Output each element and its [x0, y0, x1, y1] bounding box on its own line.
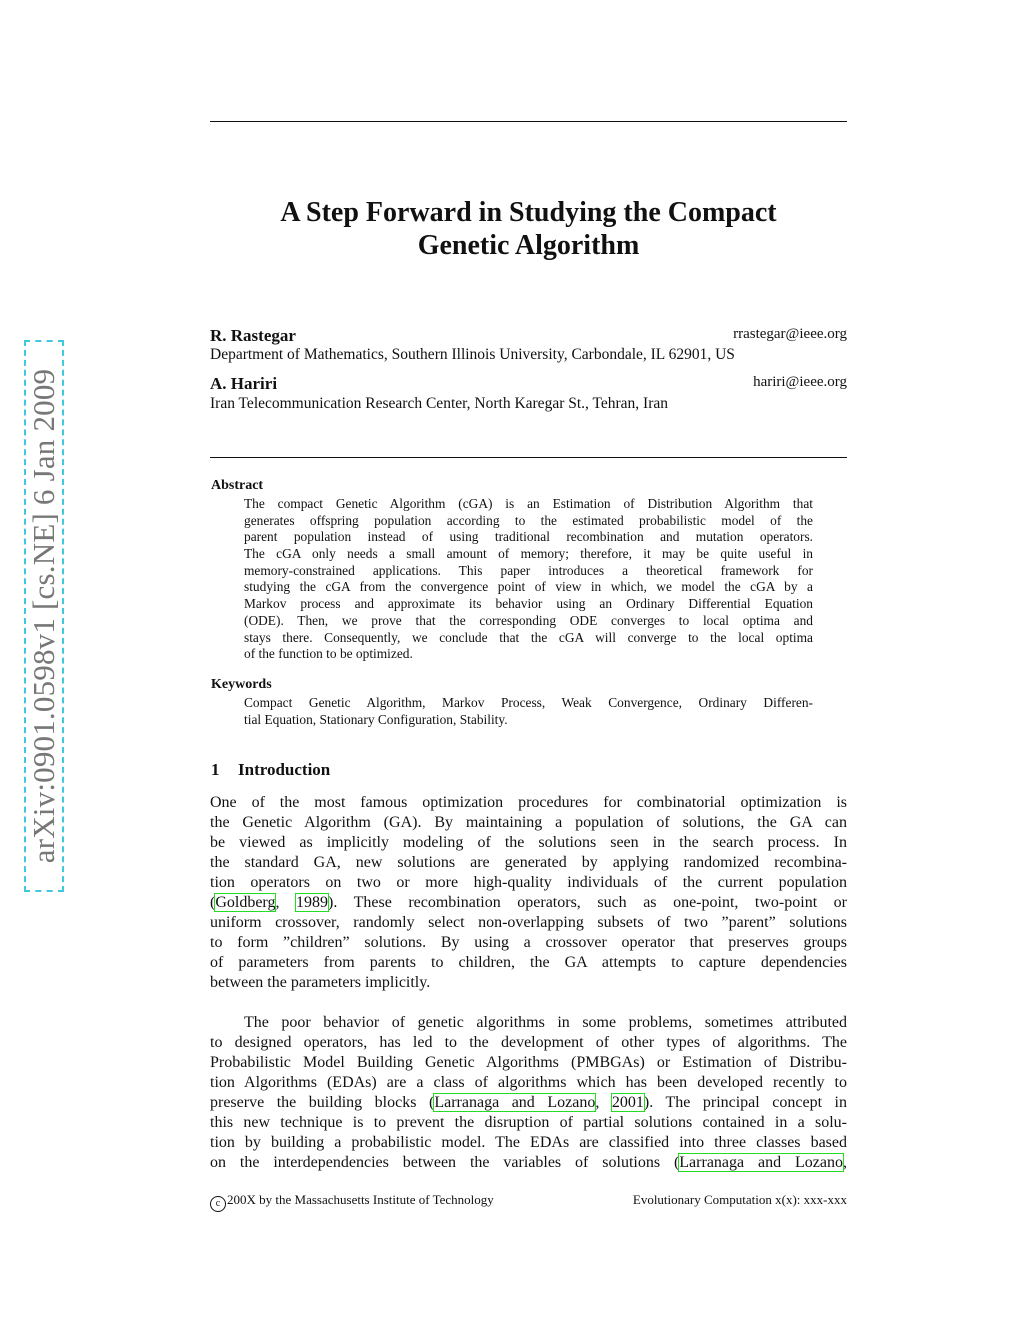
intro-paragraph-1 — [210, 793, 847, 993]
header-rule — [210, 121, 847, 122]
title-line-2: Genetic Algorithm — [417, 230, 640, 261]
body-text: , — [843, 1154, 847, 1171]
abstract-line: stays there. Consequently, we conclude that the cGA will converge to the local optima — [244, 629, 813, 645]
citation-link-larranaga-year[interactable]: 2001 — [611, 1094, 644, 1111]
citation-link-goldberg-year[interactable]: 1989 — [296, 894, 329, 911]
body-line: the standard GA, new solutions are generated by applying randomized recombina- — [210, 854, 847, 871]
citation-separator: , — [275, 894, 297, 911]
footer-journal: Evolutionary Computation x(x): xxx-xxx — [632, 1192, 847, 1207]
abstract-heading: Abstract — [211, 478, 264, 493]
body-text: ). The principal concept in — [643, 1094, 848, 1111]
body-line: Probabilistic Model Building Genetic Algorithms (PMBGAs) or Estimation of Distribu- — [210, 1054, 847, 1071]
body-line: uniform crossover, randomly select non-overlapping subsets of two ”parent” solutions — [210, 914, 847, 931]
paren-open: ( — [210, 894, 216, 911]
author-2 — [210, 374, 847, 394]
keywords-heading: Keywords — [211, 677, 272, 692]
keywords-line: Compact Genetic Algorithm, Markov Process, Weak Convergence, Ordinary Differen- — [244, 695, 813, 710]
author-1-name: R. Rastegar — [210, 326, 296, 345]
body-text: preserve the building blocks ( — [210, 1094, 435, 1111]
abstract-line: (ODE). Then, we prove that the corresponding ODE converges to local optima and — [244, 612, 813, 628]
body-line: between the parameters implicitly. — [210, 974, 431, 991]
abstract-line: The cGA only needs a small amount of memory; therefore, it may be quite useful in — [244, 546, 813, 562]
citation-link-larranaga-author-2[interactable]: Larranaga and Lozano — [679, 1154, 843, 1171]
footer-copyright-text: 200X by the Massachusetts Institute of Technology — [227, 1192, 494, 1207]
section-number: 1 — [211, 760, 220, 779]
body-line: tion operators on two or more high-quality individuals of the current population — [210, 874, 847, 891]
body-text: The poor behavior of genetic algorithms in some problems, sometimes attributed — [244, 1014, 847, 1031]
intro-paragraph-2 — [210, 1013, 847, 1173]
keywords-line: tial Equation, Stationary Configuration, Stability. — [244, 711, 508, 727]
citation-separator: , — [595, 1094, 612, 1111]
body-line: to form ”children” solutions. By using a crossover operator that preserves groups — [210, 934, 847, 951]
citation-link-larranaga-author[interactable]: Larranaga and Lozano — [434, 1094, 596, 1111]
body-line: the Genetic Algorithm (GA). By maintaining a population of solutions, the GA can — [210, 814, 847, 831]
abstract-rule — [210, 457, 847, 458]
body-line: One of the most famous optimization procedures for combinatorial optimization is — [210, 794, 847, 811]
body-line — [210, 1013, 847, 1033]
body-text: on the interdependencies between the variables of solutions ( — [210, 1154, 680, 1171]
body-line — [210, 1093, 847, 1113]
abstract-line: memory-constrained applications. This paper introduces a theoretical framework for — [244, 562, 813, 578]
body-text: ). These recombination operators, such as one-point, two-point or — [328, 894, 848, 911]
abstract-body — [244, 496, 813, 663]
body-line: tion by building a probabilistic model. The EDAs are classified into three classes based — [210, 1134, 847, 1151]
abstract-line: The compact Genetic Algorithm (cGA) is an Estimation of Distribution Algorithm that — [244, 496, 813, 511]
citation-link-goldberg-author[interactable]: Goldberg — [215, 894, 276, 911]
abstract-line: studying the cGA from the convergence point of view in which, we model the cGA by a — [244, 579, 813, 595]
section-heading-introduction — [211, 760, 330, 780]
body-line: this new technique is to prevent the disruption of partial solutions contained in a solu- — [210, 1114, 847, 1131]
footer-copyright — [210, 1192, 494, 1212]
paper-title — [210, 196, 847, 262]
copyright-icon: c — [210, 1196, 226, 1212]
body-line — [210, 1153, 847, 1173]
body-line: tion Algorithms (EDAs) are a class of algorithms which has been developed recently to — [210, 1074, 847, 1091]
author-2-name: A. Hariri — [210, 374, 278, 393]
abstract-line: of the function to be optimized. — [244, 646, 413, 662]
author-2-email[interactable]: hariri@ieee.org — [753, 374, 847, 390]
arxiv-identifier-stamp[interactable] — [24, 340, 64, 892]
section-title: Introduction — [238, 760, 331, 779]
title-line-1: A Step Forward in Studying the Compact — [280, 197, 777, 228]
abstract-line: generates offspring population according to the estimated probabilistic model of the — [244, 512, 813, 528]
arxiv-id-text: arXiv:0901.0598v1 [cs.NE] 6 Jan 2009 — [26, 368, 61, 864]
abstract-line: parent population instead of using traditional recombination and mutation operators. — [244, 529, 813, 545]
abstract-line: Markov process and approximate its behavior using an Ordinary Differential Equation — [244, 596, 813, 612]
author-1-email[interactable]: rrastegar@ieee.org — [733, 326, 847, 342]
body-line: to designed operators, has led to the development of other types of algorithms. The — [210, 1034, 847, 1051]
author-2-affiliation: Iran Telecommunication Research Center, North Karegar St., Tehran, Iran — [210, 395, 669, 412]
keywords-body — [244, 695, 813, 728]
body-line: be viewed as implicitly modeling of the solutions seen in the search process. In — [210, 834, 847, 851]
body-line: of parameters from parents to children, the GA attempts to capture dependencies — [210, 954, 847, 971]
body-line — [210, 893, 847, 913]
author-1 — [210, 326, 847, 346]
author-1-affiliation: Department of Mathematics, Southern Illinois University, Carbondale, IL 62901, US — [210, 346, 735, 363]
